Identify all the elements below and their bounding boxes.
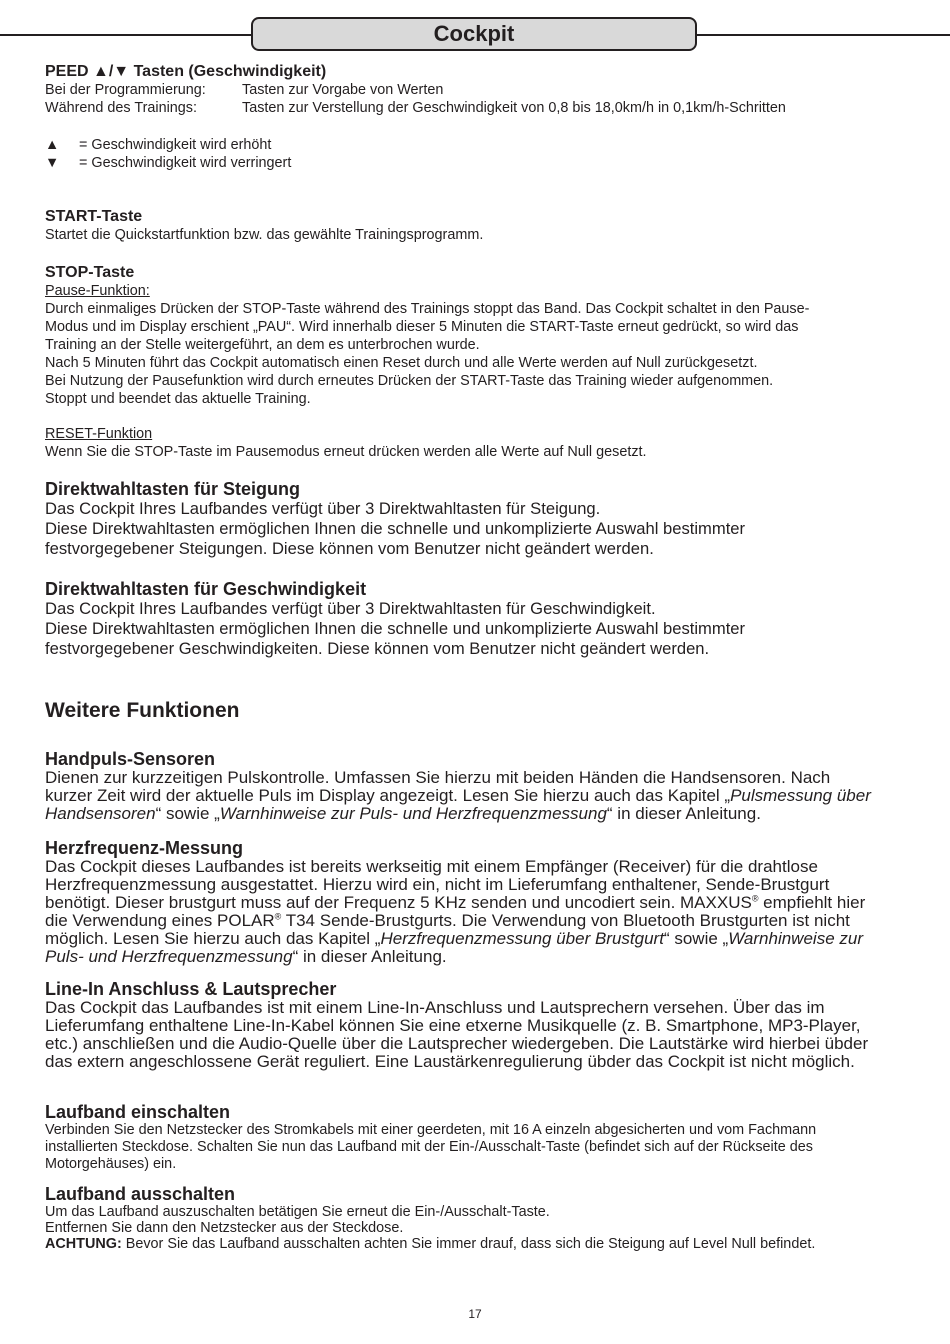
- heartrate-heading: Herzfrequenz-Messung: [45, 838, 244, 858]
- stop-paragraph-line: Nach 5 Minuten führt das Cockpit automatisch einen Reset durch und alle Werte werden auf Null zurückgesetzt.: [45, 355, 758, 371]
- incline-keys-line: Das Cockpit Ihres Laufbandes verfügt über 3 Direktwahltasten für Steigung.: [45, 499, 601, 518]
- heartrate-text: empfiehlt hier: [758, 893, 866, 912]
- handpulse-chapter-ref: Warnhinweise zur Puls- und Herzfrequenzmessung: [219, 804, 607, 823]
- page-title: Cockpit: [433, 21, 515, 46]
- heartrate-line: [45, 894, 905, 912]
- registered-mark: ®: [274, 911, 282, 922]
- up-arrow-icon: ▲: [45, 137, 60, 153]
- speed-symbols: [45, 136, 905, 172]
- registered-mark: ®: [751, 893, 759, 904]
- stop-heading: STOP-Taste: [45, 264, 135, 281]
- line-in-section: [45, 979, 905, 1071]
- reset-function-label: RESET-Funktion: [45, 426, 153, 442]
- stop-paragraph-line: Stoppt und beendet das aktuelle Training.: [45, 391, 311, 407]
- heartrate-text: möglich. Lesen Sie hierzu auch das Kapitel „: [45, 929, 381, 948]
- stop-paragraph-line: Training an der Stelle weitergeführt, an dem es unterbrochen wurde.: [45, 337, 480, 353]
- speed-row1-text: Tasten zur Vorgabe von Werten: [242, 82, 444, 98]
- incline-keys-line: Diese Direktwahltasten ermöglichen Ihnen die schnelle und unkomplizierte Auswahl bestimmter: [45, 519, 746, 538]
- speed-row2-text: Tasten zur Verstellung der Geschwindigkeit von 0,8 bis 18,0km/h in 0,1km/h-Schritten: [242, 100, 786, 116]
- heartrate-line: Das Cockpit dieses Laufbandes ist bereits werkseitig mit einem Empfänger (Receiver) für die drahtlose: [45, 857, 818, 876]
- further-functions-heading: Weitere Funktionen: [45, 699, 240, 722]
- header-title-box: [251, 17, 697, 51]
- speed-section: [45, 63, 905, 117]
- heartrate-chapter-ref: Warnhinweise zur: [728, 929, 863, 948]
- start-heading: START-Taste: [45, 208, 143, 225]
- power-on-line: Motorgehäuses) ein.: [45, 1156, 177, 1172]
- stop-paragraph-line: Modus und im Display erschient „PAU“. Wird innerhalb dieser 5 Minuten die START-Taste erneut gedrückt, so wird das: [45, 319, 799, 335]
- handpulse-heading: Handpuls-Sensoren: [45, 749, 216, 769]
- reset-section: [45, 425, 905, 461]
- power-on-section: [45, 1102, 905, 1173]
- heartrate-section: [45, 838, 905, 966]
- incline-keys-section: [45, 479, 905, 559]
- handpulse-chapter-ref: Handsensoren: [45, 804, 156, 823]
- further-functions-section: [45, 698, 905, 724]
- handpulse-section: [45, 749, 905, 823]
- incline-keys-heading: Direktwahltasten für Steigung: [45, 479, 301, 499]
- heartrate-text: “ in dieser Anleitung.: [292, 947, 447, 966]
- speed-down-line: [45, 154, 905, 172]
- line-in-heading: Line-In Anschluss & Lautsprecher: [45, 979, 337, 999]
- power-off-warning: [45, 1236, 905, 1252]
- speed-row1-label: Bei der Programmierung:: [45, 82, 206, 98]
- heartrate-chapter-ref: Herzfrequenzmessung über Brustgurt: [380, 929, 664, 948]
- handpulse-text: “ in dieser Anleitung.: [606, 804, 761, 823]
- heartrate-line: [45, 948, 905, 966]
- heartrate-text: benötigt. Dieser brustgurt muss auf der Frequenz 5 KHz senden und uncodiert sein. MAXXUS: [45, 893, 752, 912]
- speed-up-line: [45, 136, 905, 154]
- speed-row-programming: [45, 81, 905, 99]
- down-arrow-icon: ▼: [45, 155, 60, 171]
- heartrate-line: [45, 912, 905, 930]
- start-section: [45, 208, 905, 244]
- speed-keys-line: festvorgegebener Geschwindigkeiten. Diese können vom Benutzer nicht geändert werden.: [45, 639, 710, 658]
- speed-heading: PEED ▲/▼ Tasten (Geschwindigkeit): [45, 63, 327, 80]
- handpulse-line: [45, 805, 905, 823]
- heartrate-line: Herzfrequenzmessung ausgestattet. Hierzu wird ein, nicht im Lieferumfang enthaltener, Sende-Brustgurt: [45, 875, 830, 894]
- power-off-line: Um das Laufband auszuschalten betätigen Sie erneut die Ein-/Ausschalt-Taste.: [45, 1204, 550, 1220]
- heartrate-text: die Verwendung eines POLAR: [45, 911, 275, 930]
- speed-row2-label: Während des Trainings:: [45, 100, 197, 116]
- power-on-heading: Laufband einschalten: [45, 1102, 231, 1122]
- handpulse-text: kurzer Zeit wird der aktuelle Puls im Display angezeigt. Lesen Sie hierzu auch das Kapitel „: [45, 786, 731, 805]
- reset-text: Wenn Sie die STOP-Taste im Pausemodus erneut drücken werden alle Werte auf Null gesetzt.: [45, 444, 647, 460]
- stop-paragraph-line: Durch einmaliges Drücken der STOP-Taste während des Trainings stoppt das Band. Das Cockpit schaltet in den Pause-: [45, 301, 810, 317]
- stop-paragraph-line: Bei Nutzung der Pausefunktion wird durch erneutes Drücken der START-Taste das Training wieder aufgenommen.: [45, 373, 774, 389]
- page-number: 17: [468, 1307, 482, 1321]
- line-in-line: Lieferumfang enthaltene Line-In-Kabel können Sie eine etxerne Musikquelle (z. B. Smartphone, MP3-Player,: [45, 1016, 861, 1035]
- speed-keys-heading: Direktwahltasten für Geschwindigkeit: [45, 579, 367, 599]
- line-in-line: Das Cockpit das Laufbandes ist mit einem Line-In-Anschluss und Lautsprechern versehen. Über das im: [45, 998, 825, 1017]
- start-text: Startet die Quickstartfunktion bzw. das gewählte Trainingsprogramm.: [45, 227, 484, 243]
- header-rule-left: [0, 34, 252, 36]
- handpulse-line: [45, 787, 905, 805]
- warning-text: Bevor Sie das Laufband ausschalten achten Sie immer drauf, dass sich die Steigung auf Level Null befindet.: [121, 1236, 816, 1252]
- handpulse-text: “ sowie „: [155, 804, 220, 823]
- speed-keys-line: Diese Direktwahltasten ermöglichen Ihnen die schnelle und unkomplizierte Auswahl bestimmter: [45, 619, 746, 638]
- incline-keys-line: festvorgegebener Steigungen. Diese können vom Benutzer nicht geändert werden.: [45, 539, 654, 558]
- line-in-line: das extern angeschlossene Gerät reguliert. Eine Laustärkenregulierung übder das Cockpit ist nicht möglich.: [45, 1052, 855, 1071]
- power-off-section: [45, 1184, 905, 1252]
- power-on-line: installierten Steckdose. Schalten Sie nun das Laufband mit der Ein-/Ausschalt-Taste (befindet sich auf der Rückseite des: [45, 1139, 813, 1155]
- heartrate-text: “ sowie „: [663, 929, 729, 948]
- speed-down-text: = Geschwindigkeit wird verringert: [79, 155, 292, 171]
- stop-section: [45, 264, 905, 408]
- power-off-line: Entfernen Sie dann den Netzstecker aus der Steckdose.: [45, 1220, 404, 1236]
- speed-up-text: = Geschwindigkeit wird erhöht: [79, 137, 272, 153]
- line-in-line: etc.) anschließen und die Audio-Quelle über die Lautsprecher wiedergeben. Die Lautstärke wird hierbei übder: [45, 1034, 869, 1053]
- heartrate-line: [45, 930, 905, 948]
- header-rule-right: [697, 34, 950, 36]
- speed-keys-line: Das Cockpit Ihres Laufbandes verfügt über 3 Direktwahltasten für Geschwindigkeit.: [45, 599, 656, 618]
- warning-label: ACHTUNG:: [45, 1236, 122, 1252]
- power-on-line: Verbinden Sie den Netzstecker des Stromkabels mit einer geerdeten, mit 16 A einzeln abgesicherten und vom Fachmann: [45, 1122, 817, 1138]
- heartrate-chapter-ref: Puls- und Herzfrequenzmessung: [45, 947, 293, 966]
- power-off-heading: Laufband ausschalten: [45, 1184, 236, 1204]
- handpulse-chapter-ref: Pulsmessung über: [730, 786, 871, 805]
- heartrate-text: T34 Sende-Brustgurts. Die Verwendung von Bluetooth Brustgurten ist nicht: [281, 911, 850, 930]
- speed-keys-section: [45, 579, 905, 659]
- speed-row-training: [45, 99, 905, 117]
- pause-function-label: Pause-Funktion:: [45, 283, 150, 299]
- handpulse-line: Dienen zur kurzzeitigen Pulskontrolle. Umfassen Sie hierzu mit beiden Händen die Handsensoren. Nach: [45, 768, 831, 787]
